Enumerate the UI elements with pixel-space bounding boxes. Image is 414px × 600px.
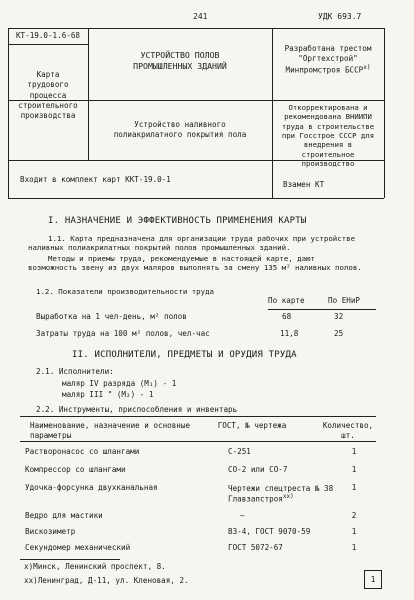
footnote-2: хх)Ленинград, Д-11, ул. Кленовая, 2. [24,576,189,585]
performer-1: маляр IV разряда (М₁) - 1 [62,379,177,388]
paragraph-methods: Методы и приемы труда, рекомендуемые в настоящей карте, дают возможность звену из двух маляров выполнять за смену 135 м² наливных полов. [28,254,362,273]
perf-header: По карте По ЕНиР [268,296,361,305]
set-note: Входит в комплект карт ККТ-19.0-1 [20,175,171,184]
table-row: Секундомер механический ГОСТ 5072-67 1 [25,543,357,552]
performers-label: 2.1. Исполнители: [36,367,114,376]
udk-code: УДК 693.7 [318,12,362,21]
card-type: Карта трудового процесса строительного производства [18,70,78,120]
section1-title: I. НАЗНАЧЕНИЕ И ЭФФЕКТИВНОСТЬ ПРИМЕНЕНИЯ КАРТЫ [48,216,307,226]
th-gost: ГОСТ, № чертежа [217,421,287,430]
footnote-1: х)Минск, Ленинский проспект, 8. [24,562,166,571]
card-code: КТ-19.0-1.6-68 [15,31,80,40]
developed-by: Разработана трестом "Оргтехстрой" Минпромстроя $БССР^{х)}$ [284,44,372,75]
page-number: 241 [193,12,208,21]
table-row: Вискозиметр ВЗ-4, ГОСТ 9070-59 1 [25,527,357,536]
table-row: Компрессор со шлангами СО-2 или СО-7 1 [25,465,357,474]
page-box: 1 [364,570,382,589]
perf-row-output: Выработка на 1 чел-день, м² полов 68 32 [36,312,344,321]
table-row: Удочка-форсунка двухканальная Чертежи спецтреста № 38 Главзапстроя$^{хх)}$ 1 [25,483,357,505]
th-qty: Количество, шт. [322,421,374,440]
performer-2: маляр III " (М₂) - 1 [62,390,154,399]
paragraph-1-2: 1.2. Показатели производительности труда [36,287,214,296]
th-name: Наименование, назначение и основные параметры [30,421,191,440]
table-row: Ведро для мастики – 2 [25,511,357,520]
section2-title: II. ИСПОЛНИТЕЛИ, ПРЕДМЕТЫ И ОРУДИЯ ТРУДА [72,350,297,360]
paragraph-1-1: 1.1. Карта предназначена для организации труда рабочих при устройстве наливных полиакрилатных покрытий полов промышленных зданий. [28,234,356,253]
main-title: УСТРОЙСТВО ПОЛОВ ПРОМЫШЛЕННЫХ ЗДАНИЙ [133,50,227,71]
corrected-by: Откорректирована и рекомендована ВНИИПИ труда в строительстве при Госстрое СССР для внедрения в строительное производство [281,103,375,168]
sub-title: Устройство наливного полиакрилатного покрытия пола [113,120,247,139]
replaces-note: Взамен КТ [283,180,325,189]
tools-label: 2.2. Инструменты, приспособления и инвентарь [36,405,238,414]
table-row: Растворонасос со шлангами С-251 1 [25,447,357,456]
perf-row-labor: Затраты труда на 100 м² полов, чел-час 11,8 25 [36,329,344,338]
